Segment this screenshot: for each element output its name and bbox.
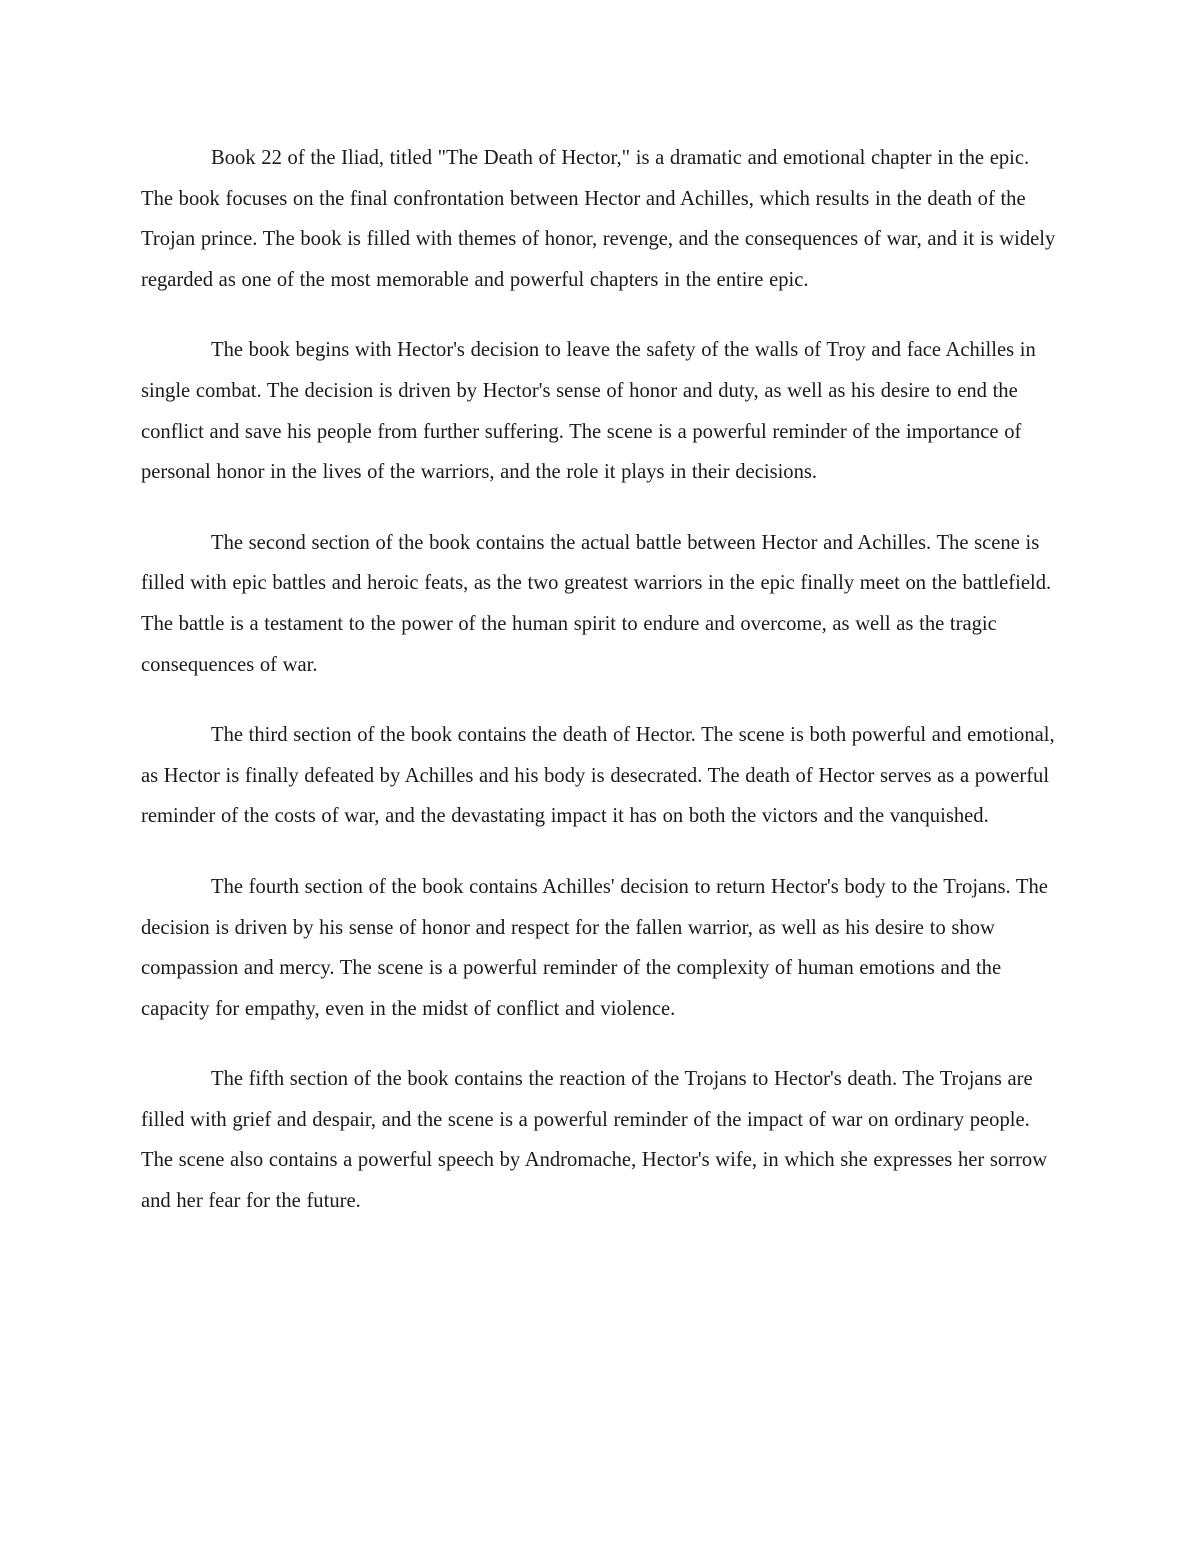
paragraph-5: The fourth section of the book contains Achilles' decision to return Hector's body to the Trojans. The decision is driven by his sense of honor and respect for the fallen warrior, as well as his desire to show compassion and mercy. The scene is a powerful reminder of the complexity of human emotions and the capacity for empathy, even in the midst of conflict and violence.	[141, 875, 1048, 1020]
paragraph-3: The second section of the book contains the actual battle between Hector and Achilles. The scene is filled with epic battles and heroic feats, as the two greatest warriors in the epic finally meet on the battlefield. The battle is a testament to the power of the human spirit to endure and overcome, as well as the tragic consequences of war.	[141, 531, 1052, 676]
paragraph-2: The book begins with Hector's decision to leave the safety of the walls of Troy and face Achilles in single combat. The decision is driven by Hector's sense of honor and duty, as well as his desire to end the conflict and save his people from further suffering. The scene is a powerful reminder of the importance of personal honor in the lives of the warriors, and the role it plays in their decisions.	[141, 339, 1036, 484]
document-body	[141, 138, 1061, 1252]
paragraph-6: The fifth section of the book contains the reaction of the Trojans to Hector's death. The Trojans are filled with grief and despair, and the scene is a powerful reminder of the impact of war on ordinary people. The scene also contains a powerful speech by Andromache, Hector's wife, in which she expresses her sorrow and her fear for the future.	[141, 1068, 1048, 1213]
paragraph-4: The third section of the book contains the death of Hector. The scene is both powerful and emotional, as Hector is finally defeated by Achilles and his body is desecrated. The death of Hector serves as a powerful reminder of the costs of war, and the devastating impact it has on both the victors and the vanquished.	[141, 724, 1055, 828]
paragraph-1: Book 22 of the Iliad, titled "The Death of Hector," is a dramatic and emotional chapter in the epic. The book focuses on the final confrontation between Hector and Achilles, which results in the death of the Trojan prince. The book is filled with themes of honor, revenge, and the consequences of war, and it is widely regarded as one of the most memorable and powerful chapters in the entire epic.	[141, 147, 1056, 291]
